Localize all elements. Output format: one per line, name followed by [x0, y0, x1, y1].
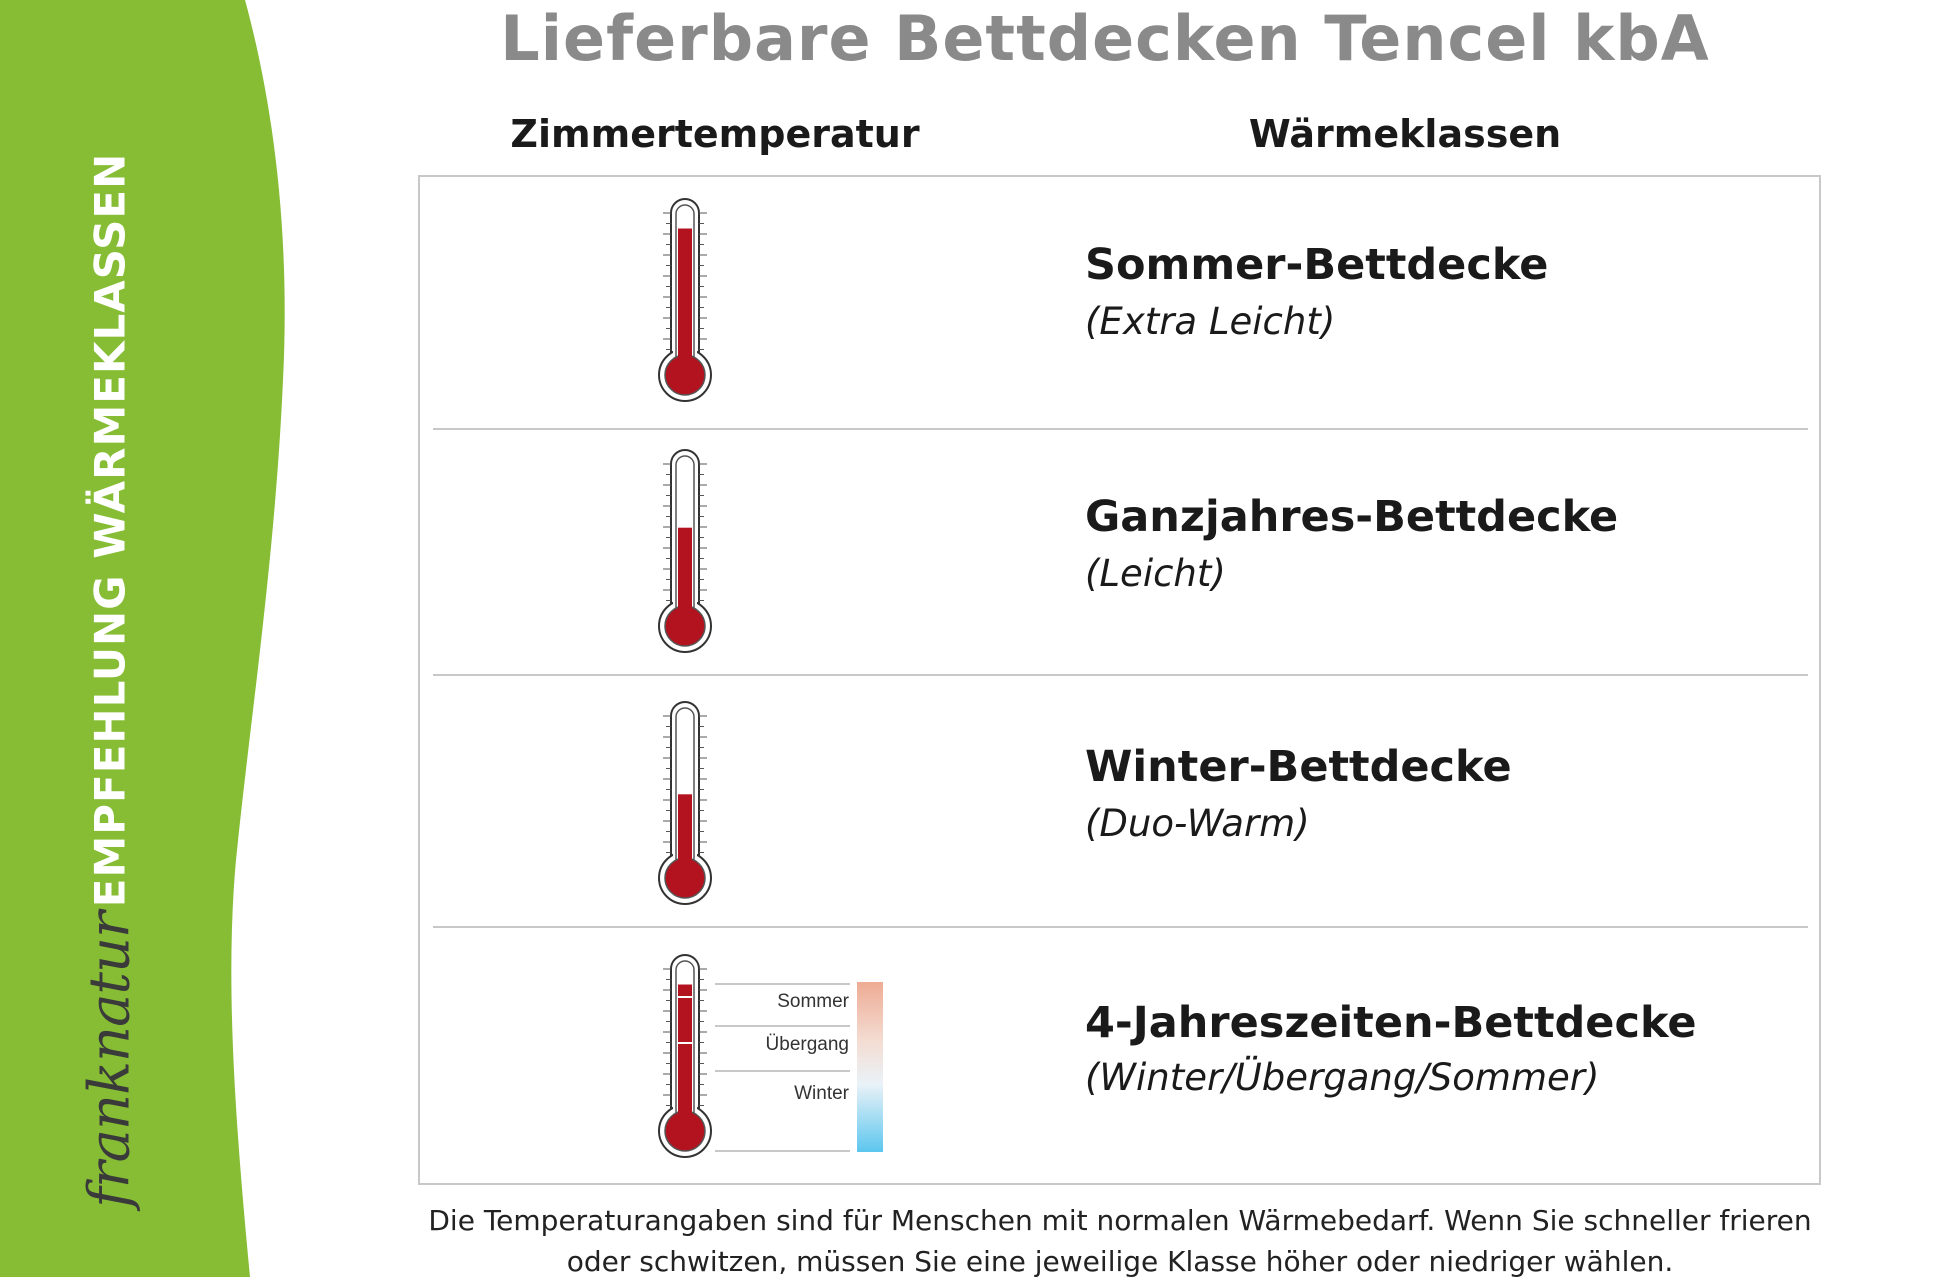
sidebar-band	[0, 0, 300, 1277]
temperature-gradient-bar	[857, 982, 883, 1152]
page-title: Lieferbare Bettdecken Tencel kbA	[500, 2, 1710, 75]
row-divider	[433, 428, 1808, 430]
scale-label-summer: Sommer	[777, 991, 849, 1012]
scale-divider	[715, 1150, 850, 1152]
row-subtitle-allseason: (Leicht)	[1085, 552, 1226, 595]
row-title-summer: Sommer-Bettdecke	[1085, 240, 1549, 290]
row-divider	[433, 674, 1808, 676]
row-subtitle-summer: (Extra Leicht)	[1085, 300, 1336, 343]
footnote-line-1: Die Temperaturangaben sind für Menschen mit normalen Wärmebedarf. Wenn Sie schneller frieren	[428, 1204, 1812, 1237]
row-title-allseason: Ganzjahres-Bettdecke	[1085, 492, 1619, 542]
row-subtitle-winter: (Duo-Warm)	[1085, 802, 1310, 845]
row-title-winter: Winter-Bettdecke	[1085, 742, 1512, 792]
scale-label-transition: Übergang	[765, 1034, 849, 1055]
scale-divider	[715, 1025, 850, 1027]
footnote-line-2: oder schwitzen, müssen Sie eine jeweilige Klasse höher oder niedriger wählen.	[566, 1245, 1674, 1277]
row-title-four-seasons: 4-Jahreszeiten-Bettdecke	[1085, 998, 1697, 1048]
column-header-temperature: Zimmertemperatur	[510, 112, 920, 156]
row-divider	[433, 926, 1808, 928]
thermometer-icon	[650, 700, 720, 905]
brand-logo: franknatur	[77, 912, 143, 1208]
footnote	[380, 1200, 1860, 1277]
scale-divider	[715, 983, 850, 985]
sidebar-heading: EMPFEHLUNG WÄRMEKLASSEN	[85, 152, 135, 908]
scale-label-winter: Winter	[794, 1083, 849, 1104]
thermometer-icon	[650, 448, 720, 653]
scale-divider	[715, 1070, 850, 1072]
row-subtitle-four-seasons: (Winter/Übergang/Sommer)	[1085, 1056, 1600, 1099]
column-header-warmth-class: Wärmeklassen	[1248, 112, 1562, 156]
thermometer-icon	[650, 197, 720, 402]
